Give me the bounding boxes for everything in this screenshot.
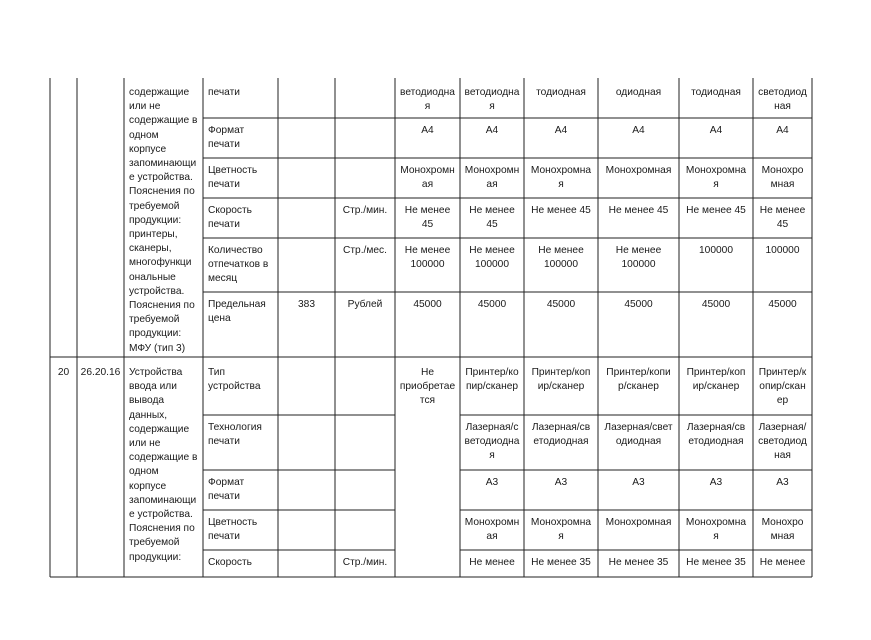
block2-r2-name: Технология печати: [208, 422, 262, 448]
block2-r5-name: Скорость: [208, 557, 252, 568]
block2-r2-v4: Лазерная/свет одиодная: [604, 422, 673, 448]
block1-r5-unit: Стр./мес.: [343, 245, 387, 256]
block1-r4-unit: Стр./мин.: [342, 205, 388, 216]
block1-r3-v3: Монохромна я: [530, 165, 592, 191]
block2-r5-v5: Не менее 35: [686, 557, 746, 568]
block1-r2-v5: А4: [709, 125, 723, 136]
block1-r4-v1: Не менее 45: [404, 205, 451, 231]
block2-r1-v6: Принтер/к опир/скан ер: [758, 367, 807, 407]
block1-r1-v5: тодиодная: [691, 87, 741, 98]
block2-r5-v6: Не менее: [759, 557, 806, 568]
block2-r5-v4: Не менее 35: [608, 557, 669, 568]
block1-r5-v5: 100000: [699, 245, 733, 256]
block1-r4-name: Скорость печати: [208, 205, 252, 231]
block1-r1-v1: ветодиодна я: [400, 87, 455, 113]
block2-r5-v3: Не менее 35: [531, 557, 591, 568]
block2-r4-v6: Монохро мная: [761, 517, 804, 543]
block2-r4-name: Цветность печати: [208, 517, 258, 543]
block1-r3-v5: Монохромна я: [685, 165, 747, 191]
block1-r2-v4: А4: [632, 125, 645, 136]
block1-r5-name: Количество отпечатков в месяц: [208, 245, 269, 285]
block2-r4-v4: Монохромная: [605, 517, 672, 528]
block1-r2-v3: А4: [554, 125, 568, 136]
block2-r2-v3: Лазерная/св етодиодная: [531, 422, 591, 448]
block1-r5-v6: 100000: [765, 245, 800, 256]
block1-r6-v2: 45000: [477, 299, 507, 310]
block2-r2-v6: Лазерная/ светодиод ная: [758, 422, 807, 462]
block1-r5-v4: Не менее 100000: [615, 245, 662, 271]
block1-r3-v4: Монохромная: [605, 165, 672, 176]
block1-r2-v6: А4: [776, 125, 789, 136]
block1-r6-v4: 45000: [624, 299, 653, 310]
block1-r4-v6: Не менее 45: [759, 205, 806, 231]
block1-r6-v1: 45000: [413, 299, 442, 310]
block2-r2-v2: Лазерная/с ветодиодна я: [464, 422, 520, 462]
block1-r6-v5: 45000: [701, 299, 731, 310]
block1-r6-code: 383: [298, 299, 315, 310]
block1-r2-v2: А4: [485, 125, 499, 136]
block2-r5-v2: Не менее: [469, 557, 515, 568]
block2-r4-v2: Монохромн ая: [464, 517, 520, 543]
block1-r4-v4: Не менее 45: [608, 205, 669, 216]
block2-r3-v5: А3: [709, 477, 723, 488]
block2-r4-v5: Монохромна я: [685, 517, 747, 543]
block1-r5-v2: Не менее 100000: [469, 245, 515, 271]
block1-r3-v6: Монохро мная: [761, 165, 804, 191]
block1-r1-name: печати: [208, 87, 240, 98]
block2-r5-unit: Стр./мин.: [342, 557, 388, 568]
block2-r4-v3: Монохромна я: [530, 517, 592, 543]
block2-r1-v5: Принтер/коп ир/сканер: [686, 367, 746, 393]
block2-row-number: 20: [57, 367, 70, 378]
block1-r4-v2: Не менее 45: [469, 205, 515, 231]
block1-r4-v3: Не менее 45: [531, 205, 591, 216]
block1-r2-name: Формат печати: [208, 125, 245, 151]
block1-description: содержащие или не содержащие в одном корпусе запоминающи е устройства. Пояснения по требуемой продукции: принтеры, сканеры, многофункци ональные устройства. Пояснения по требуемой продукции: МФУ (тип 3): [129, 87, 198, 354]
block1-r6-v6: 45000: [768, 299, 797, 310]
block1-r5-v1: Не менее 100000: [404, 245, 451, 271]
block1-r5-v3: Не менее 100000: [538, 245, 584, 271]
block1-r1-v6: светодиод ная: [758, 87, 807, 113]
block1-r6-name: Предельная цена: [208, 299, 266, 325]
block1-r4-v5: Не менее 45: [686, 205, 746, 216]
block1-r1-v4: одиодная: [615, 87, 662, 98]
block2-v1-merged: Не приобретае тся: [399, 367, 456, 407]
block2-r3-v6: А3: [776, 477, 789, 488]
block1-r1-v2: ветодиодна я: [464, 87, 520, 113]
block2-r3-v4: А3: [632, 477, 645, 488]
block1-r3-name: Цветность печати: [208, 165, 258, 191]
block1-r3-v1: Монохромн ая: [400, 165, 455, 191]
block2-r3-name: Формат печати: [208, 477, 245, 503]
block2-r2-v5: Лазерная/св етодиодная: [686, 422, 746, 448]
block1-r1-v3: тодиодная: [536, 87, 586, 98]
block2-r1-v4: Принтер/копи р/сканер: [606, 367, 671, 393]
block2-r1-v3: Принтер/коп ир/сканер: [531, 367, 591, 393]
block2-r1-name: Тип устройства: [208, 367, 261, 393]
block2-description: Устройства ввода или вывода данных, содержащие или не содержащие в одном корпусе запоминающи е устройства. Пояснения по требуемой продукции:: [129, 367, 198, 563]
block1-r3-v2: Монохромн ая: [464, 165, 520, 191]
block1-r2-v1: А4: [421, 125, 434, 136]
block1-r6-v3: 45000: [546, 299, 576, 310]
block2-r3-v3: А3: [554, 477, 568, 488]
block2-r3-v2: А3: [485, 477, 499, 488]
block1-r6-unit: Рублей: [347, 299, 383, 310]
block2-okpd-code: 26.20.16: [80, 367, 121, 378]
block2-r1-v2: Принтер/ко пир/сканер: [465, 367, 519, 393]
